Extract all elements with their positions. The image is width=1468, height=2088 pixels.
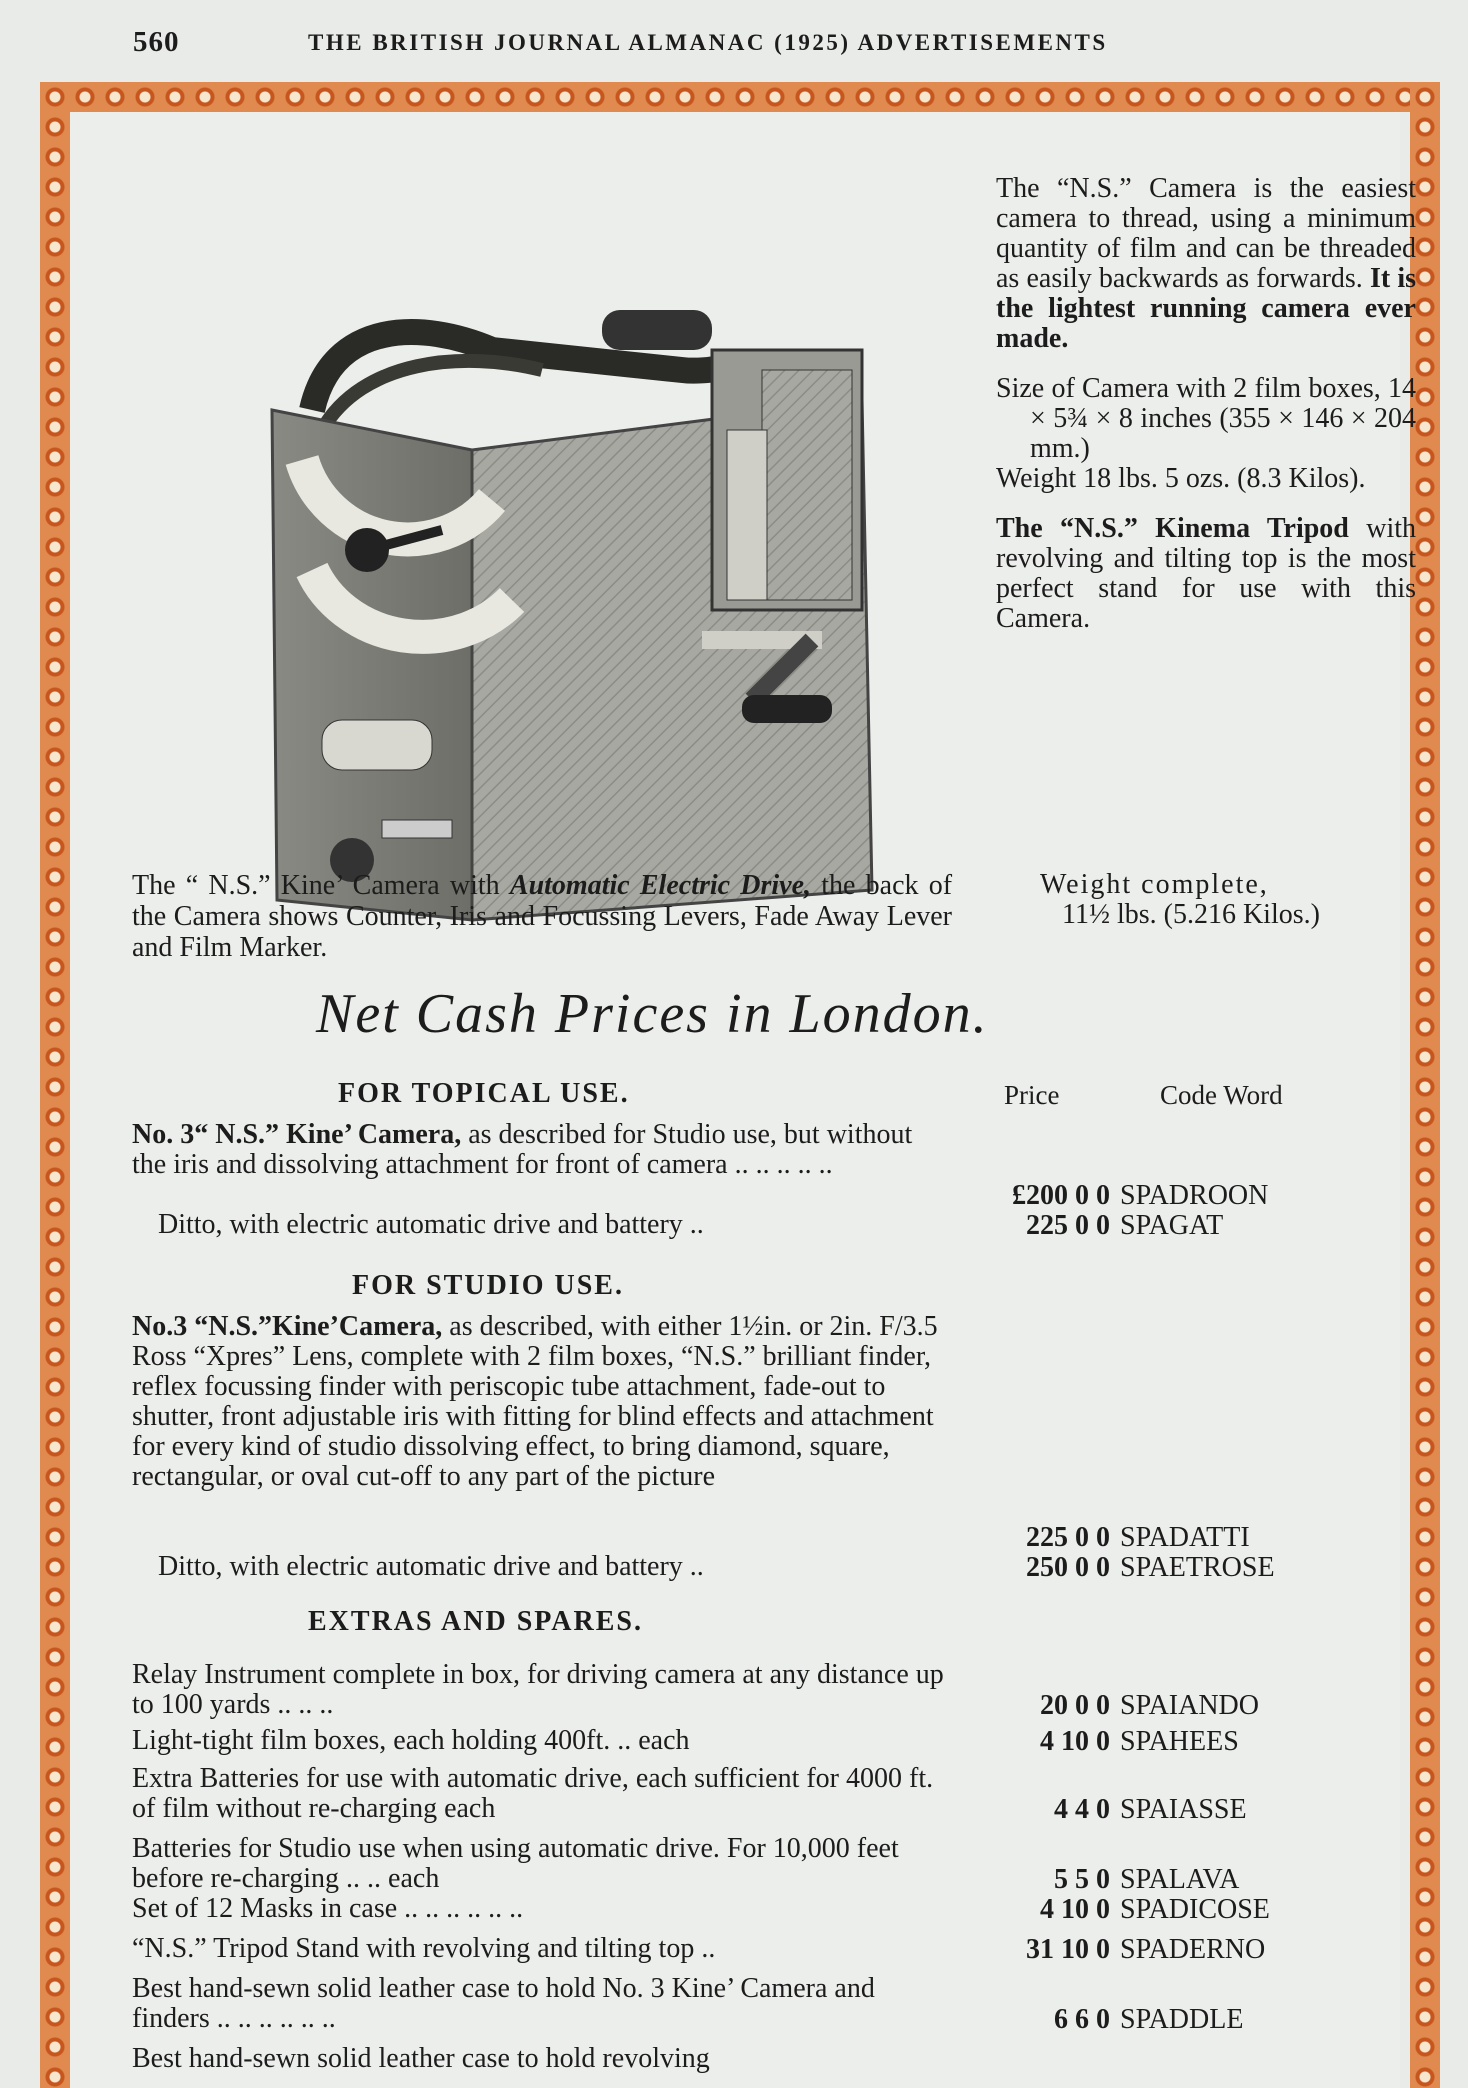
tripod-bold: The “N.S.” Kinema Tripod [996,513,1349,544]
border-top [40,82,1440,112]
item-description: Batteries for Studio use when using automatic drive. For 10,000 feet before re-charging .. .. each [132,1833,899,1894]
price-list-item [132,1834,952,1894]
item-code-word: SPADICOSE [1120,1894,1270,1925]
ad-content [70,112,1417,2088]
item-description: as described for Studio use, but without the iris and dissolving attachment for front of camera .. .. .. .. .. [132,1119,913,1180]
threading-text: The “N.S.” Camera is the easiest camera to thread, using a minimum quantity of film and can be threaded as easily backwards as forwards. [996,173,1416,294]
item-price: £200 0 0 [1012,1180,1110,1211]
caption-rest: the back of the Camera shows Counter, Iris and Focussing Levers, Fade Away Lever and Film Marker. [132,870,953,963]
price-list-item [132,1764,952,1824]
item-code-word: SPADATTI [1120,1522,1250,1553]
threading-bold: It is the lightest running camera ever made. [996,263,1416,354]
price-list-item [132,1120,952,1180]
item-code-word: SPAETROSE [1120,1552,1275,1583]
item-description: Relay Instrument complete in box, for driving camera at any distance up to 100 yards .. .. .. [132,1659,944,1720]
price-list-item [132,1934,952,1964]
item-code-word: SPAIANDO [1120,1690,1260,1721]
price-list-item [132,1210,952,1240]
item-price: 5 5 0 [1054,1864,1110,1895]
camera-weight: Weight 18 lbs. 5 ozs. (8.3 Kilos). [996,463,1366,494]
item-price: 4 10 0 [1040,1726,1110,1757]
item-price: 20 0 0 [1040,1690,1110,1721]
item-description: Best hand-sewn solid leather case to hold No. 3 Kine’ Camera and finders .. .. .. .. .. .. [132,1973,875,2034]
page-number: 560 [133,26,180,58]
price-list-item [132,1974,952,2034]
price-list-item [132,1312,952,1492]
section-studio: FOR STUDIO USE. [352,1270,624,1301]
item-description: Set of 12 Masks in case .. .. .. .. .. .. [132,1893,524,1924]
caption-italic: Automatic Electric Drive, [509,870,812,901]
item-description: Best hand-sewn solid leather case to hold revolving [132,2043,710,2074]
price-list-item [132,2044,952,2074]
tripod-weight-line2: 11½ lbs. (5.216 Kilos.) [1062,899,1320,930]
item-description: “N.S.” Tripod Stand with revolving and tilting top .. [132,1933,716,1964]
item-description: Light-tight film boxes, each holding 400ft. .. each [132,1725,690,1756]
price-list-item [132,1726,952,1756]
item-price: 4 10 0 [1040,1894,1110,1925]
tripod-weight [1040,870,1416,930]
item-description: as described, with either 1½in. or 2in. F/3.5 Ross “Xpres” Lens, complete with 2 film boxes, “N.S.” brilliant finder, reflex focussing finder with periscopic tube attachment, fade-out to shutter, front adjustable iris with fitting for blind effects and attachment for every kind of studio dissolving effect, to bring diamond, square, rectangular, or oval cut-off to any part of the picture [132,1311,938,1492]
item-code-word: SPADROON [1120,1180,1269,1211]
section-topical: FOR TOPICAL USE. [338,1078,630,1109]
item-code-word: SPAIASSE [1120,1794,1247,1825]
item-price: 225 0 0 [1026,1522,1110,1553]
border-left [40,82,70,2088]
side-description [996,174,1416,654]
column-code-header: Code Word [1160,1080,1283,1110]
item-code-word: SPAHEES [1120,1726,1239,1757]
item-price: 225 0 0 [1026,1210,1110,1241]
item-code-word: SPADERNO [1120,1934,1266,1965]
item-price: 6 6 0 [1054,2004,1110,2035]
item-code-word: SPADDLE [1120,2004,1244,2035]
threading-paragraph [996,174,1416,354]
item-price: 31 10 0 [1026,1934,1110,1965]
item-description: Ditto, with electric automatic drive and battery .. [158,1551,704,1582]
item-price: 250 0 0 [1026,1552,1110,1583]
tripod-text: with revolving and tilting top is the most perfect stand for use with this Camera. [996,513,1417,634]
item-code-word: SPALAVA [1120,1864,1240,1895]
running-head [0,26,1468,66]
price-heading: Net Cash Prices in London. [316,983,989,1045]
item-description: Extra Batteries for use with automatic drive, each sufficient for 4000 ft. of film without re-charging each [132,1763,934,1824]
camera-size: Size of Camera with 2 film boxes, 14 × 5¾ × 8 inches (355 × 146 × 204 mm.) [996,373,1416,464]
camera-photo [162,200,1012,930]
item-code-word: SPAGAT [1120,1210,1224,1241]
column-price-header: Price [1004,1080,1060,1110]
section-extras: EXTRAS AND SPARES. [308,1606,643,1637]
price-list-item [132,1660,952,1720]
item-name: No. 3“ N.S.” Kine’ Camera, [132,1119,469,1150]
item-name: No.3 “N.S.”Kine’Camera, [132,1311,450,1342]
tripod-paragraph [996,514,1416,634]
item-description: Ditto, with electric automatic drive and battery .. [158,1209,704,1240]
item-price: 4 4 0 [1054,1794,1110,1825]
running-title: THE BRITISH JOURNAL ALMANAC (1925) ADVERTISEMENTS [308,30,1108,55]
caption-lead: The “ N.S.” Kine’ Camera with [132,870,500,901]
price-list-item [132,1552,952,1582]
photo-caption [132,870,952,963]
price-list-item [132,1894,952,1924]
tripod-weight-line1: Weight complete, [1040,869,1269,900]
